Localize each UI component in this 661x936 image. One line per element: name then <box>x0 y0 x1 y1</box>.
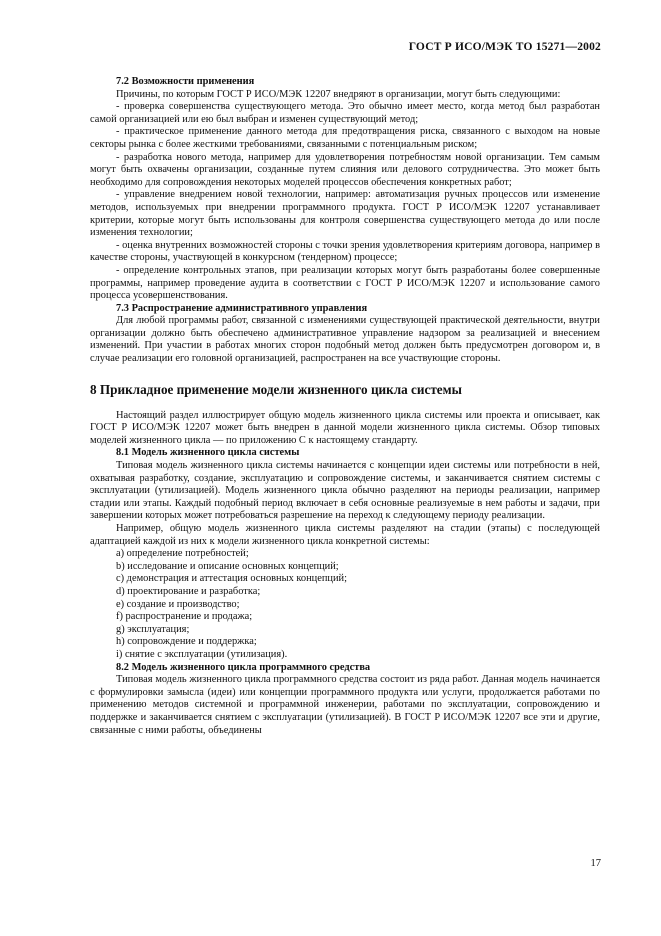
page-content <box>90 76 600 737</box>
list-item: i) снятие с эксплуатации (утилизация). <box>116 648 288 660</box>
section-8-1-heading: 8.1 Модель жизненного цикла системы <box>116 447 300 459</box>
list-item: a) определение потребностей; <box>116 548 249 560</box>
section-7-3-text: Для любой программы работ, связанной с изменениями существующей практической деятельности, внутри организации должно быть обеспечено административное управление надзором за реализацией и внесением изменений. При участии в работах многих сторон подобный метод должен быть предусмотрен договором и, в случае реализации его головной организацией, распространен на все участвующие стороны. <box>90 315 600 365</box>
list-item: e) создание и производство; <box>116 598 240 610</box>
page-number: 17 <box>590 858 601 869</box>
lifecycle-stages-list <box>90 548 600 661</box>
section-7-2-item: - проверка совершенства существующего метода. Это обычно имеет место, когда метод был разработан самой организацией или ею был выбран и изменен существующий метод; <box>90 101 600 125</box>
document-code-header: ГОСТ Р ИСО/МЭК ТО 15271—2002 <box>408 41 601 53</box>
list-item: g) эксплуатация; <box>116 623 190 635</box>
section-7-2-item: - управление внедрением новой технологии, например: автоматизация ручных процессов или изменение методов, используемых при внедрении программного продукта. ГОСТ Р ИСО/МЭК 12207 устанавливает критерии, которые могут быть использованы для контроля совершенства существующего метода до или после изменения технологии; <box>90 189 600 239</box>
list-item: f) распространение и продажа; <box>116 611 253 623</box>
section-8-heading: 8 Прикладное применение модели жизненного цикла системы <box>90 381 462 397</box>
section-8-2-heading: 8.2 Модель жизненного цикла программного средства <box>116 661 371 673</box>
list-item: b) исследование и описание основных концепций; <box>116 560 339 572</box>
section-7-2-item: - практическое применение данного метода для предотвращения риска, связанного с выходом на новые секторы рынка с более жесткими требованиями, связанными с потенциальным риском; <box>90 126 600 150</box>
list-item: h) сопровождение и поддержка; <box>116 636 257 648</box>
section-8-1-paragraph: Например, общую модель жизненного цикла системы разделяют на стадии (этапы) с последующей адаптацией каждой из них к модели жизненного цикла конкретной системы: <box>90 523 600 547</box>
section-7-2-item: - определение контрольных этапов, при реализации которых могут быть разработаны более совершенные программы, например проведение аудита в соответствии с ГОСТ Р ИСО/МЭК 12207 и использование самого процесса усовершенствования. <box>90 264 600 302</box>
list-item: d) проектирование и разработка; <box>116 585 261 597</box>
section-8-intro: Настоящий раздел иллюстрирует общую модель жизненного цикла системы или проекта и описывает, как ГОСТ Р ИСО/МЭК 12207 может быть внедрен в данной модели жизненного цикла системы. Обзор типовых моделей жизненного цикла — по приложению С к настоящему стандарту. <box>90 409 600 446</box>
section-7-2-intro: Причины, по которым ГОСТ Р ИСО/МЭК 12207 внедряют в организации, могут быть следующими: <box>116 88 561 100</box>
section-7-2-item: - оценка внутренних возможностей стороны с точки зрения удовлетворения критериям договора, например в качестве стороны, участвующей в конкурсном (тендерном) процессе; <box>90 239 600 264</box>
section-7-2-item: - разработка нового метода, например для удовлетворения потребностям новой организации. Тем самым могут быть охвачены организации, созданные путем слияния или делового сотрудничества. Это может быть необходимо для сопровождения некоторых моделей процессов обеспечения конкретных работ; <box>90 151 600 188</box>
section-8-1-paragraph: Типовая модель жизненного цикла системы начинается с концепции идеи системы или потребности в ней, охватывая разработку, создание, эксплуатацию и сопровождение системы, и заканчивается снятием системы с эксплуатации (утилизацией). Модель жизненного цикла обычно разделяют на периоды реализации, например стадии или этапы. Каждый подобный период включает в себя основные реализуемые в нем работы и задачи, при завершении которых может потребоваться разрешение на переход к следующему периоду реализации. <box>90 460 600 522</box>
list-item: c) демонстрация и аттестация основных концепций; <box>116 573 347 585</box>
section-7-3-heading: 7.3 Распространение административного управления <box>116 302 368 314</box>
section-7-2-heading: 7.2 Возможности применения <box>116 76 255 87</box>
section-8-2-text: Типовая модель жизненного цикла программного средства состоит из ряда работ. Данная модель начинается с формулировки замысла (идеи) или концепции программного продукта или услуги, продолжается работами по применению методов системной и программной инженерии, работами по эксплуатации, сопровождению и поддержке и заканчивается снятием с эксплуатации (утилизацией). В ГОСТ Р ИСО/МЭК 12207 все эти и другие, связанные с ними работы, объединены <box>90 674 600 736</box>
